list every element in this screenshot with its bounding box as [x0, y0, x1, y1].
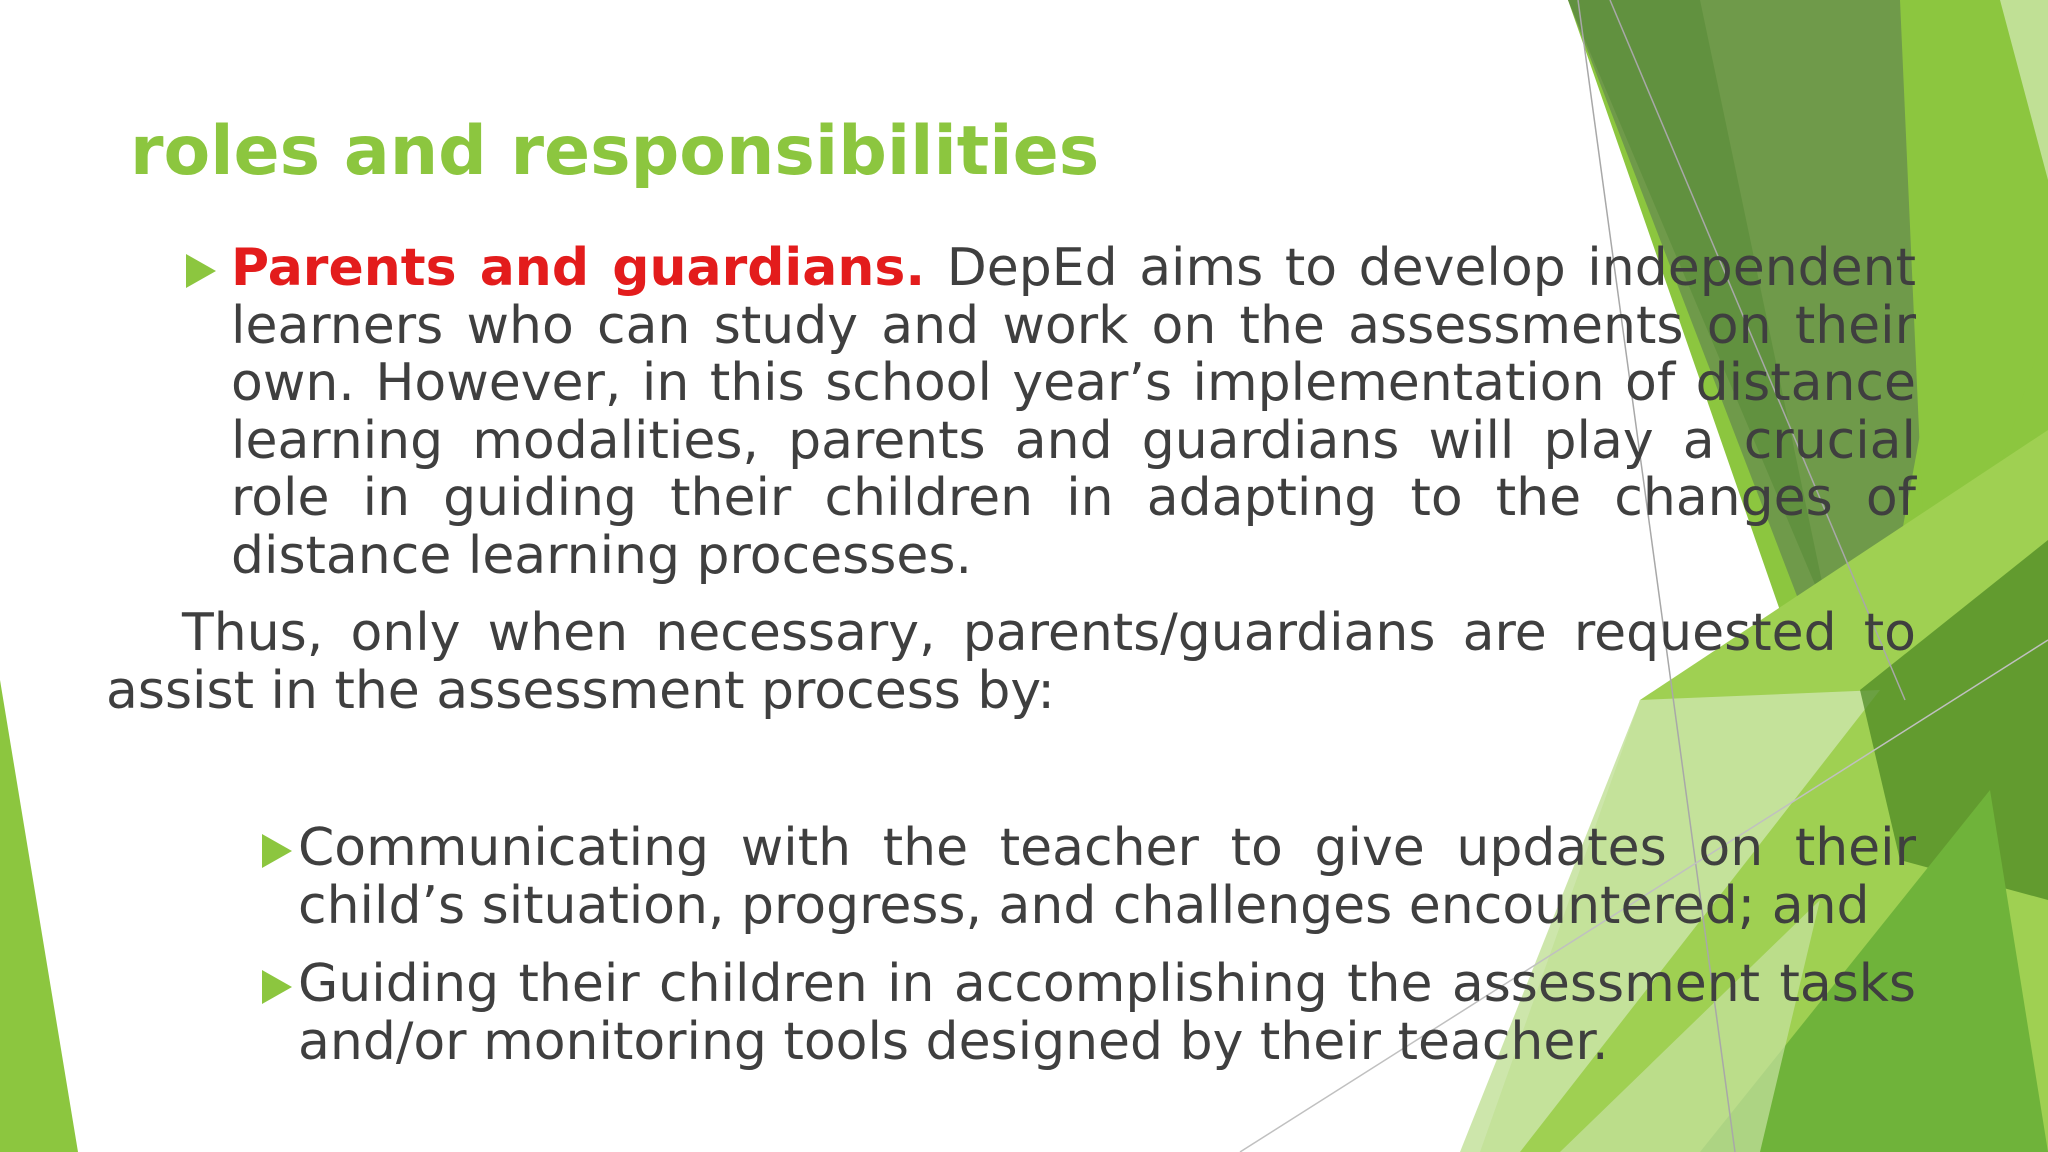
- slide-title: roles and responsibilities: [130, 112, 1100, 191]
- bullet-arrow-icon: [262, 834, 292, 868]
- bullet-arrow-icon: [186, 254, 216, 288]
- main-bullet: [186, 240, 1916, 585]
- left-green-sliver: [0, 680, 78, 1152]
- main-bullet-paragraph: [231, 240, 1916, 585]
- main-bullet-lead: Parents and guardians.: [231, 238, 926, 298]
- main-bullet-text: DepEd aims to develop independent learners who can study and work on the assessments on their own. However, in this school year’s implementation of distance learning modalities, parents and guardians will play a crucial role in guiding their children in adapting to the changes of distance learning processes.: [231, 238, 1917, 586]
- thus-paragraph: Thus, only when necessary, parents/guardians are requested to assist in the assessment process by:: [106, 603, 1916, 721]
- sub-bullet-item: [262, 820, 1916, 935]
- sub-bullet-item: [262, 956, 1916, 1071]
- sub-bullet-text: Communicating with the teacher to give updates on their child’s situation, progress, and challenges encountered; and: [298, 818, 1916, 936]
- sub-bullet-text: Guiding their children in accomplishing the assessment tasks and/or monitoring tools designed by their teacher.: [298, 954, 1916, 1072]
- bullet-arrow-icon: [262, 970, 292, 1004]
